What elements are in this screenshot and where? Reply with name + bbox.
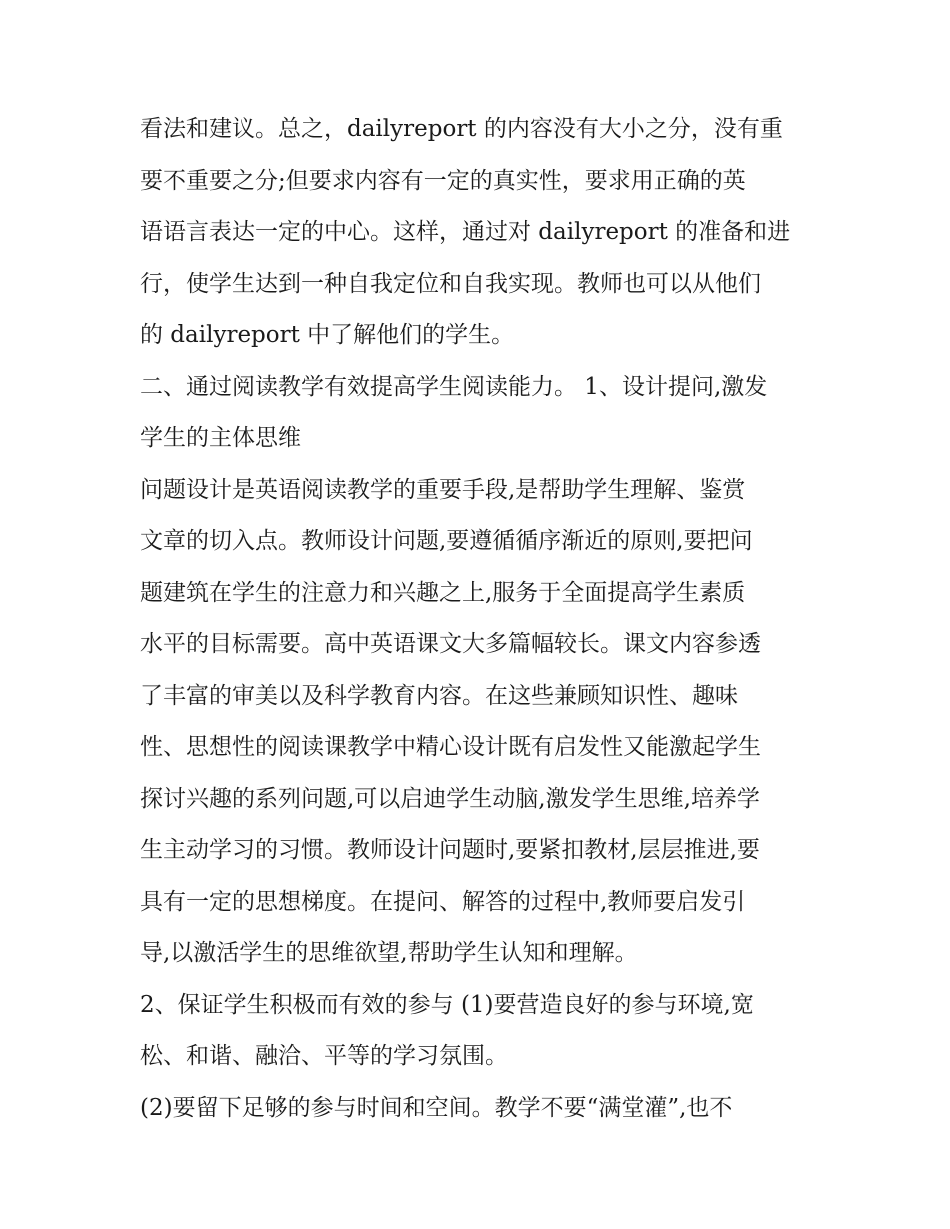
text-line: 看法和建议。总之，dailyreport 的内容没有大小之分，没有重 bbox=[140, 116, 783, 142]
body-text bbox=[140, 109, 830, 1139]
text-line: 探讨兴趣的系列问题,可以启迪学生动脑,激发学生思维,培养学 bbox=[140, 785, 760, 812]
text-line: 水平的目标需要。高中英语课文大多篇幅较长。课文内容参透 bbox=[140, 631, 761, 657]
text-line: 松、和谐、融洽、平等的学习氛围。 bbox=[140, 1043, 508, 1069]
text-line: 文章的切入点。教师设计问题,要遵循循序渐近的原则,要把问 bbox=[140, 528, 753, 554]
text-line: 行，使学生达到一种自我定位和自我实现。教师也可以从他们 bbox=[140, 270, 761, 297]
text-line: 导,以激活学生的思维欲望,帮助学生认知和理解。 bbox=[140, 940, 638, 966]
text-line: 问题设计是英语阅读教学的重要手段,是帮助学生理解、鉴赏 bbox=[140, 476, 746, 503]
text-line: 要不重要之分;但要求内容有一定的真实性，要求用正确的英 bbox=[140, 167, 746, 194]
section-heading-line: 二、通过阅读教学有效提高学生阅读能力。 1、设计提问,激发 bbox=[140, 373, 768, 400]
text-line: 具有一定的思想梯度。在提问、解答的过程中,教师要启发引 bbox=[140, 888, 746, 915]
text-line: 性、思想性的阅读课教学中精心设计既有启发性又能激起学生 bbox=[140, 734, 761, 760]
text-line: 语语言表达一定的中心。这样，通过对 dailyreport 的准备和进 bbox=[140, 219, 791, 245]
section-heading-line: 学生的主体思维 bbox=[140, 425, 301, 451]
text-line: 2、保证学生积极而有效的参与 (1)要营造良好的参与环境,宽 bbox=[140, 991, 754, 1018]
text-line: 生主动学习的习惯。教师设计问题时,要紧扣教材,层层推进,要 bbox=[140, 837, 760, 863]
text-line: (2)要留下足够的参与时间和空间。教学不要“满堂灌”,也不 bbox=[140, 1094, 733, 1121]
text-line: 了丰富的审美以及科学教育内容。在这些兼顾知识性、趣味 bbox=[140, 682, 738, 709]
text-line: 的 dailyreport 中了解他们的学生。 bbox=[140, 322, 515, 348]
text-line: 题建筑在学生的注意力和兴趣之上,服务于全面提高学生素质 bbox=[140, 579, 746, 606]
